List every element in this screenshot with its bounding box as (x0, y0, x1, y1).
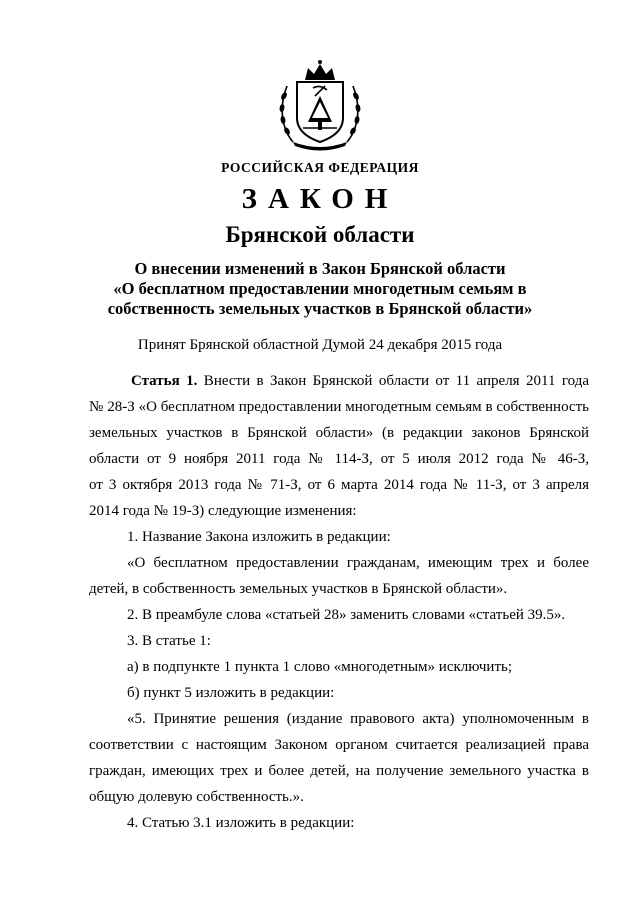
country-heading: РОССИЙСКАЯ ФЕДЕРАЦИЯ (221, 160, 419, 175)
paragraph: 3. В статье 1: (127, 633, 211, 649)
paragraph: б) пункт 5 изложить в редакции: (127, 685, 335, 701)
article-line: от 3 октября 2013 года № 71-З, от 6 марта 2014 года № 11-З, от 3 апреля (89, 477, 589, 493)
adoption-note: Принят Брянской областной Думой 24 декабря 2015 года (137, 337, 503, 353)
document-body (89, 368, 589, 836)
article-line: области от 9 ноября 2011 года № 114-З, от 5 июля 2012 года № 46-З, (89, 451, 589, 467)
paragraph: «О бесплатном предоставлении гражданам, имеющим трех и более (127, 555, 589, 571)
article-line (89, 368, 589, 394)
article-text: Внести в Закон Брянской области от 11 апреля 2011 года (197, 373, 589, 389)
paragraph: а) в подпункте 1 пункта 1 слово «многодетным» исключить; (127, 659, 513, 675)
bryansk-coat-of-arms-icon (275, 56, 365, 152)
paragraph: 2. В преамбуле слова «статьей 28» заменить словами «статьей 39.5». (127, 607, 566, 623)
paragraph: «5. Принятие решения (издание правового акта) уполномоченным в (127, 711, 589, 727)
law-title-line: О внесении изменений в Закон Брянской области (134, 259, 506, 278)
article-label: Статья 1. (131, 373, 198, 389)
paragraph: 1. Название Закона изложить в редакции: (127, 529, 391, 545)
law-title (0, 259, 640, 319)
law-title-line: «О бесплатном предоставлении многодетным семьям в (113, 279, 527, 298)
article-line: № 28-З «О бесплатном предоставлении многодетным семьям в собственность (89, 399, 589, 415)
article-line: земельных участков в Брянской области» (в редакции законов Брянской (89, 425, 589, 441)
paragraph: общую долевую собственность.». (89, 789, 304, 805)
paragraph: граждан, имеющих трех и более детей, на получение земельного участка в (89, 763, 589, 779)
paragraph: 4. Статью 3.1 изложить в редакции: (127, 815, 355, 831)
article-line: 2014 года № 19-З) следующие изменения: (89, 503, 357, 519)
region-heading: Брянской области (225, 222, 415, 247)
paragraph: соответствии с настоящим Законом органом считается реализацией права (89, 737, 589, 753)
law-heading: ЗАКОН (241, 183, 399, 215)
law-title-line: собственность земельных участков в Брянской области» (107, 299, 533, 318)
paragraph: детей, в собственность земельных участков в Брянской области». (89, 581, 508, 597)
